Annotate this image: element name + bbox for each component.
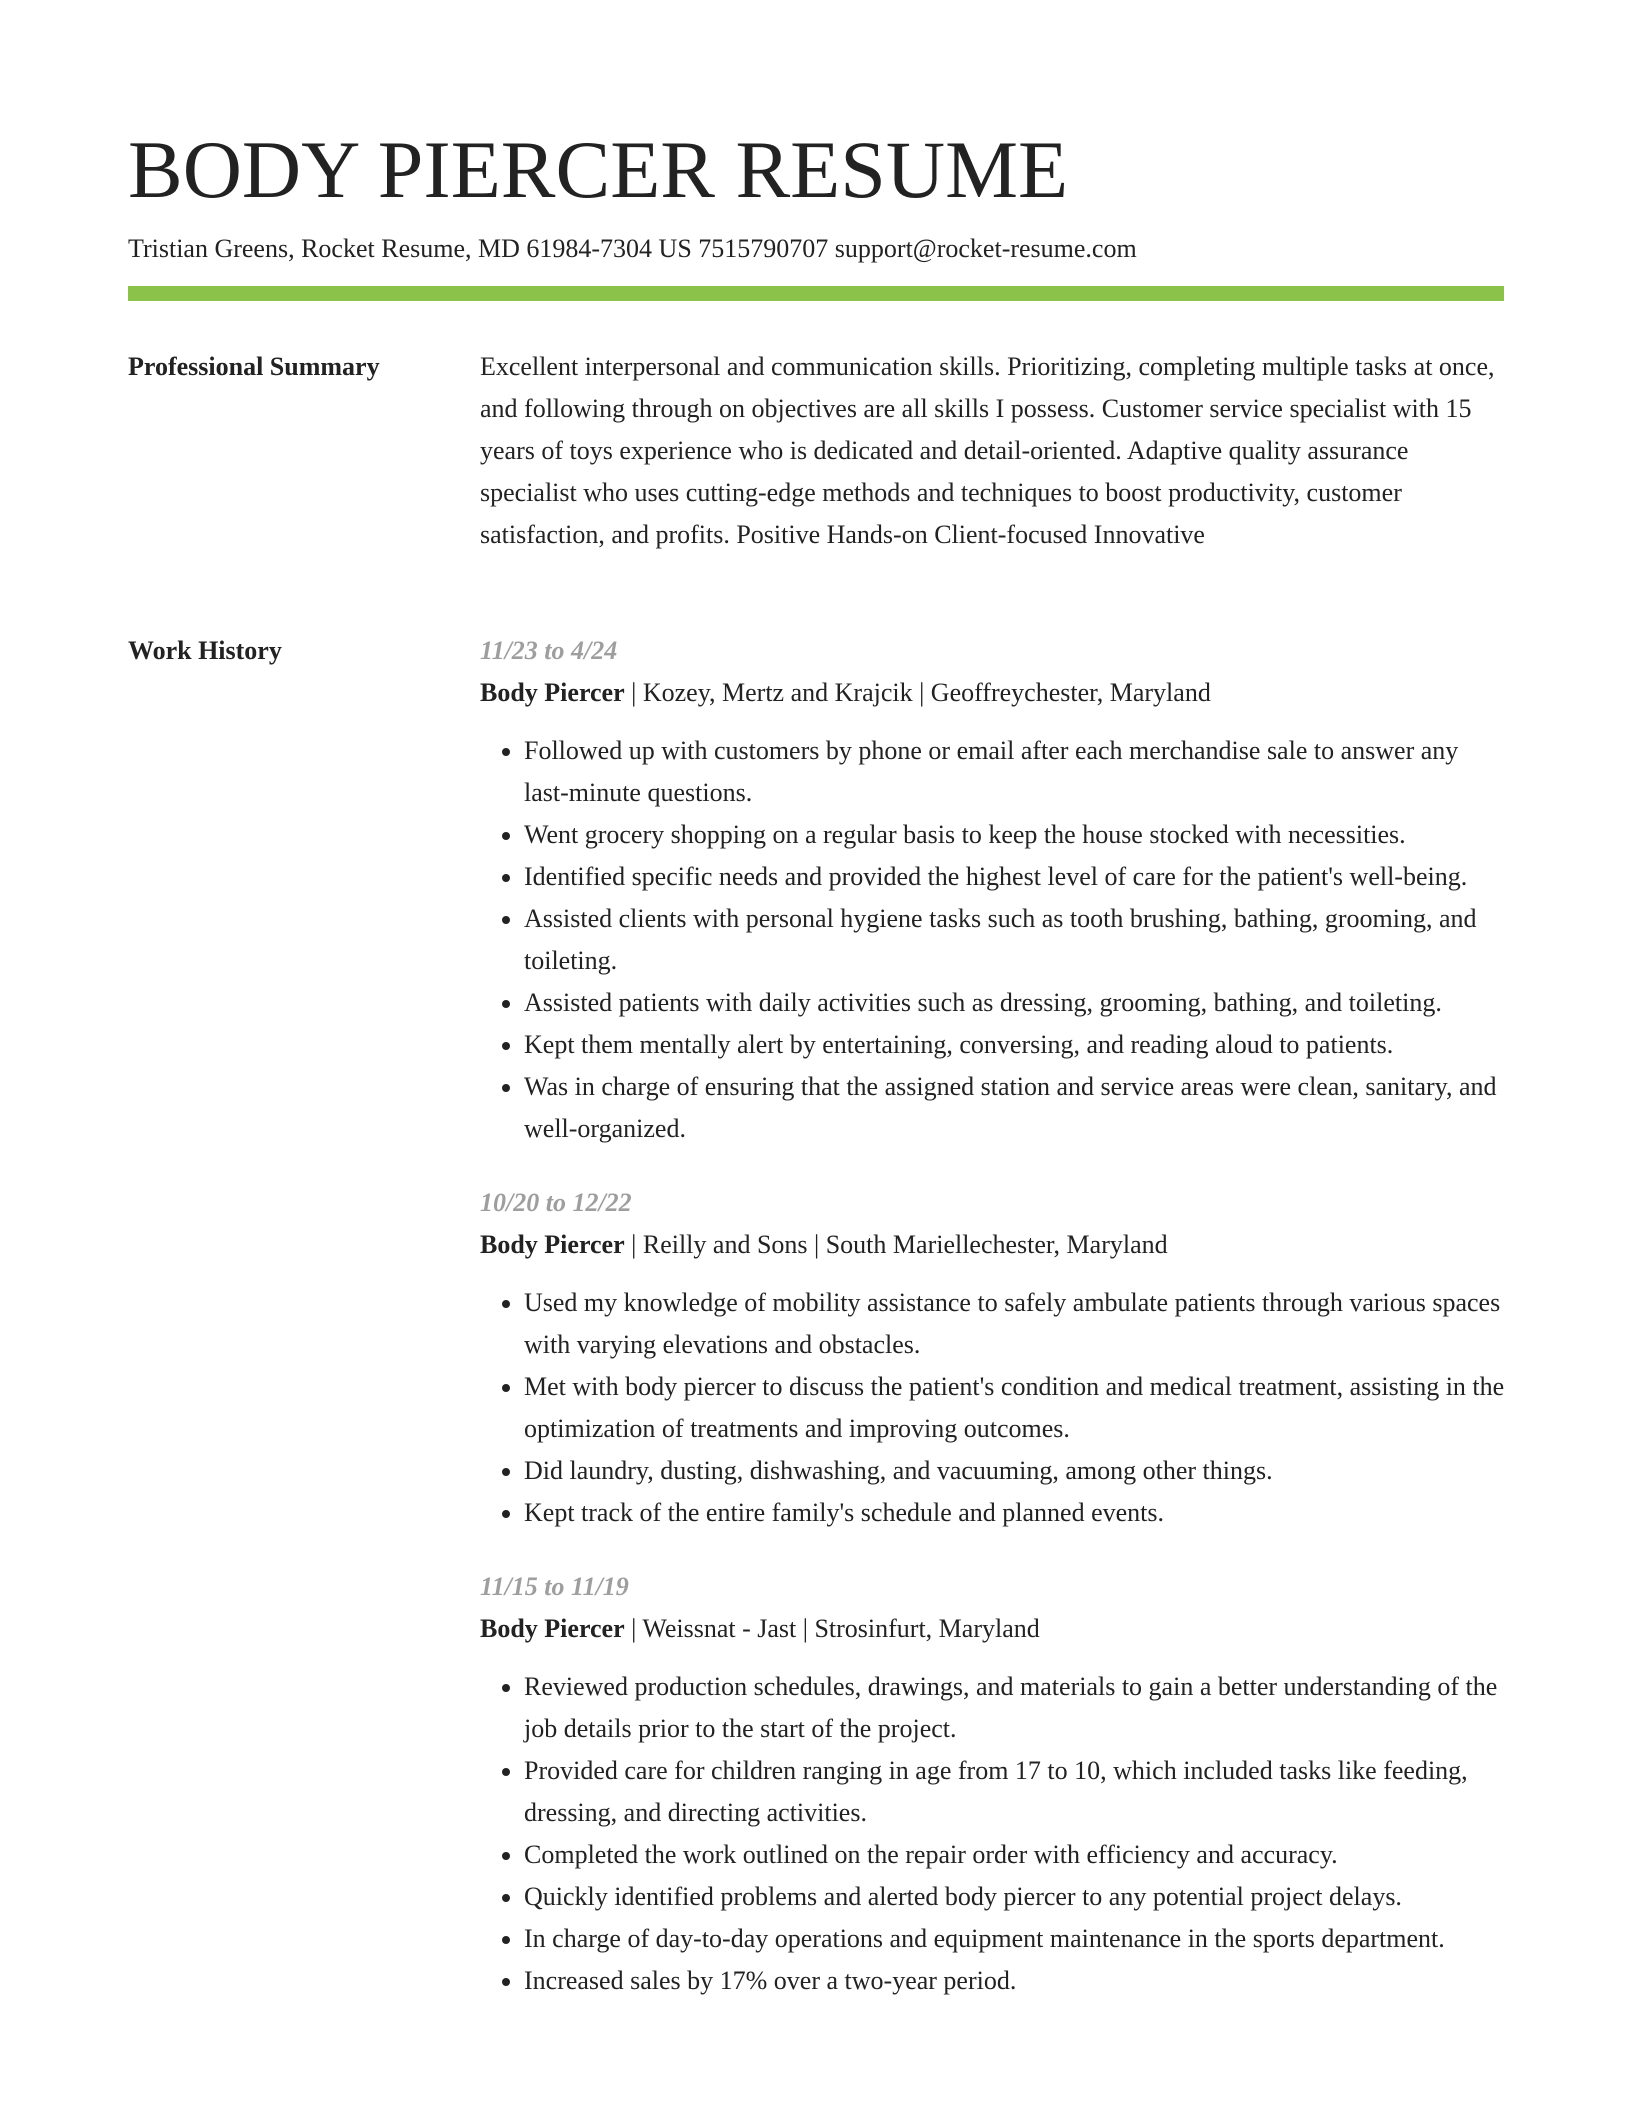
job-dates: 11/15 to 11/19 bbox=[480, 1572, 629, 1601]
job-bullet: • Kept them mentally alert by entertaining, conversing, and reading aloud to patients. bbox=[524, 1024, 1508, 1066]
summary-section bbox=[480, 346, 1508, 556]
job-entry bbox=[480, 1182, 1508, 1534]
job-bullet: • Followed up with customers by phone or email after each merchandise sale to answer any last-minute questions. bbox=[524, 730, 1508, 814]
job-heading bbox=[480, 1224, 1508, 1266]
job-bullet: • Did laundry, dusting, dishwashing, and vacuuming, among other things. bbox=[524, 1450, 1508, 1492]
job-dates: 10/20 to 12/22 bbox=[480, 1188, 632, 1217]
job-bullet: • Assisted patients with daily activities such as dressing, grooming, bathing, and toileting. bbox=[524, 982, 1508, 1024]
job-bullets bbox=[480, 730, 1508, 1150]
job-bullets bbox=[480, 1282, 1508, 1534]
job-title: Body Piercer bbox=[480, 678, 625, 707]
work-history-section bbox=[480, 630, 1508, 2034]
job-bullet: • Met with body piercer to discuss the patient's condition and medical treatment, assisting in the optimization of treatments and improving outcomes. bbox=[524, 1366, 1508, 1450]
job-dates: 11/23 to 4/24 bbox=[480, 636, 618, 665]
work-history-label: Work History bbox=[128, 636, 282, 665]
job-details: | Weissnat - Jast | Strosinfurt, Maryland bbox=[624, 1614, 1040, 1643]
header-divider bbox=[128, 286, 1504, 301]
job-entry bbox=[480, 1566, 1508, 2002]
job-bullet: • Kept track of the entire family's schedule and planned events. bbox=[524, 1492, 1508, 1534]
resume-title: BODY PIERCER RESUME bbox=[128, 124, 1069, 215]
job-bullet: • Went grocery shopping on a regular basis to keep the house stocked with necessities. bbox=[524, 814, 1508, 856]
job-bullet: • Increased sales by 17% over a two-year period. bbox=[524, 1960, 1508, 2002]
job-title: Body Piercer bbox=[480, 1230, 625, 1259]
job-bullet: • Reviewed production schedules, drawings, and materials to gain a better understanding of the job details prior to the start of the project. bbox=[524, 1666, 1508, 1750]
job-bullet: • Completed the work outlined on the repair order with efficiency and accuracy. bbox=[524, 1834, 1508, 1876]
job-title: Body Piercer bbox=[480, 1614, 625, 1643]
job-bullet: • Used my knowledge of mobility assistance to safely ambulate patients through various spaces with varying elevations and obstacles. bbox=[524, 1282, 1508, 1366]
summary-label: Professional Summary bbox=[128, 352, 380, 381]
job-details: | Reilly and Sons | South Mariellechester, Maryland bbox=[624, 1230, 1168, 1259]
job-entry bbox=[480, 630, 1508, 1150]
summary-text: Excellent interpersonal and communication skills. Prioritizing, completing multiple tasks at once, and following through on objectives are all skills I possess. Customer service specialist with 15 years of toys experience who is dedicated and detail-oriented. Adaptive quality assurance specialist who uses cutting-edge methods and techniques to boost productivity, customer satisfaction, and profits. Positive Hands-on Client-focused Innovative bbox=[480, 352, 1495, 549]
contact-line: Tristian Greens, Rocket Resume, MD 61984-7304 US 7515790707 support@rocket-resume.com bbox=[128, 234, 1137, 263]
job-bullet: • Was in charge of ensuring that the assigned station and service areas were clean, sanitary, and well-organized. bbox=[524, 1066, 1508, 1150]
job-bullets bbox=[480, 1666, 1508, 2002]
job-bullet: • Provided care for children ranging in age from 17 to 10, which included tasks like feeding, dressing, and directing activities. bbox=[524, 1750, 1508, 1834]
job-bullet: • In charge of day-to-day operations and equipment maintenance in the sports department. bbox=[524, 1918, 1508, 1960]
job-bullet: • Identified specific needs and provided the highest level of care for the patient's well-being. bbox=[524, 856, 1508, 898]
job-heading bbox=[480, 1608, 1508, 1650]
job-bullet: • Assisted clients with personal hygiene tasks such as tooth brushing, bathing, grooming, and toileting. bbox=[524, 898, 1508, 982]
job-details: | Kozey, Mertz and Krajcik | Geoffreychester, Maryland bbox=[624, 678, 1211, 707]
job-bullet: • Quickly identified problems and alerted body piercer to any potential project delays. bbox=[524, 1876, 1508, 1918]
job-heading bbox=[480, 672, 1508, 714]
